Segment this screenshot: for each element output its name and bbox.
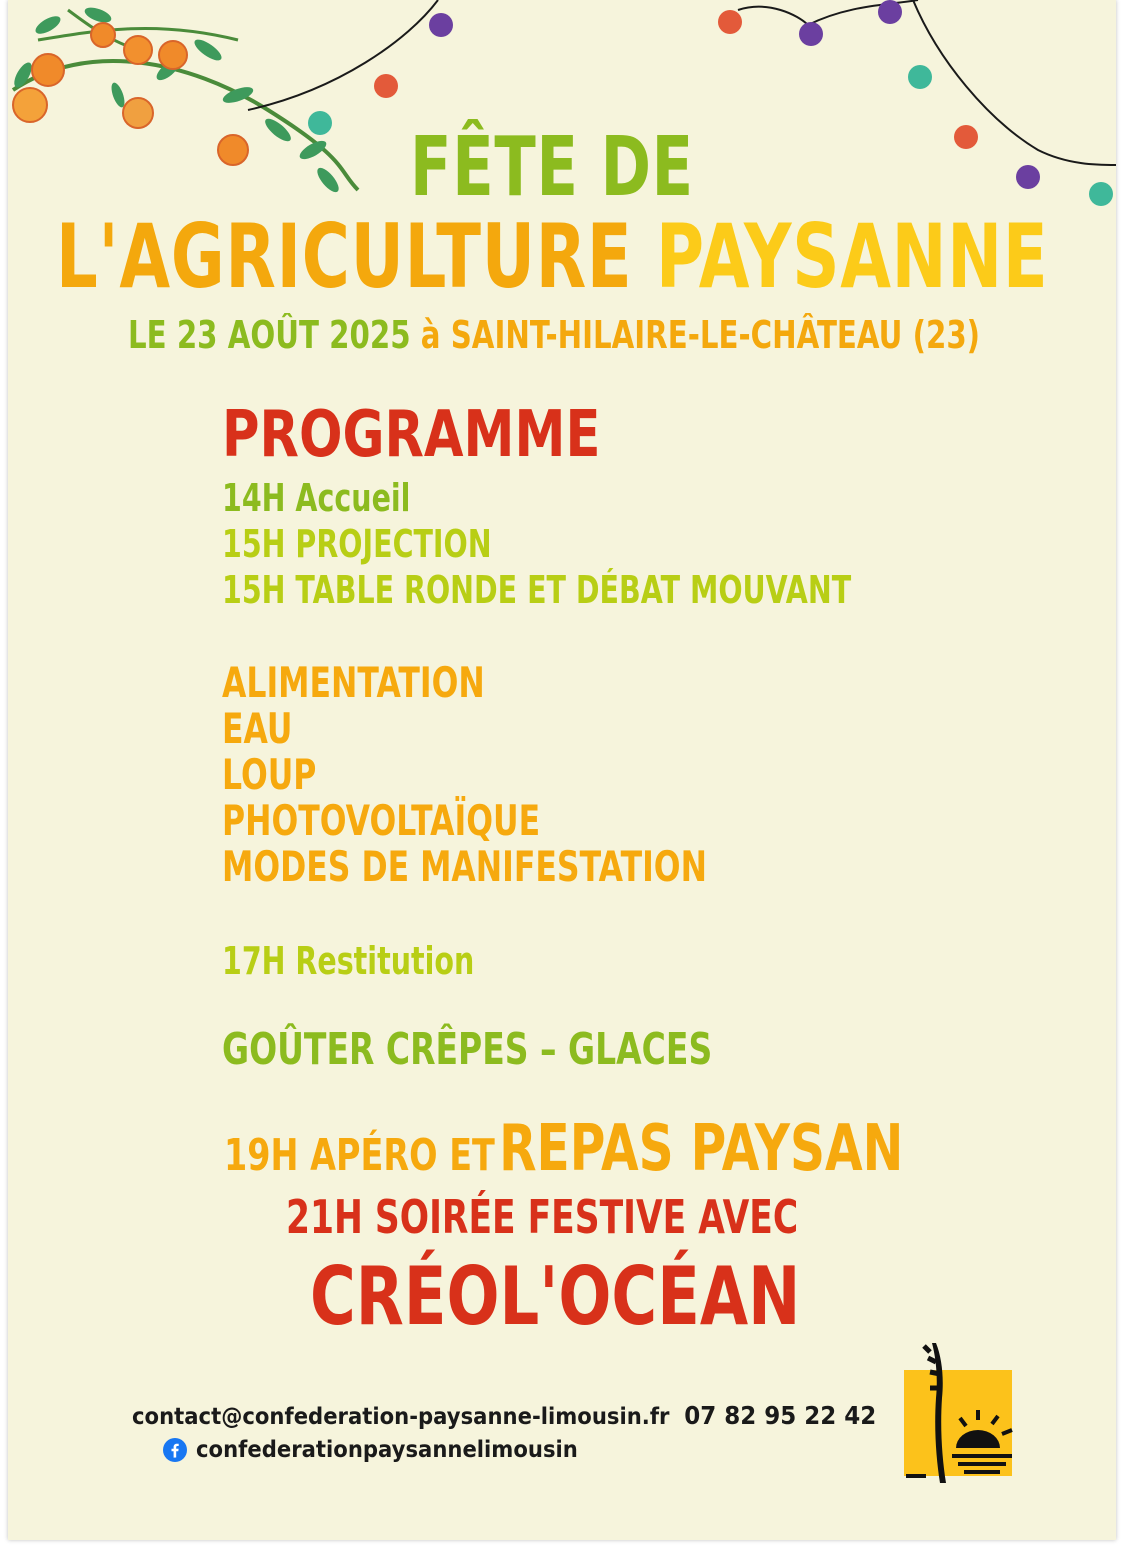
event-date: LE 23 AOÛT 2025 bbox=[128, 313, 411, 357]
date-line bbox=[128, 313, 980, 357]
apero-line bbox=[224, 1112, 903, 1186]
programme-item-restitution: 17H Restitution bbox=[222, 939, 475, 983]
band-name: CRÉOL'OCÉAN bbox=[310, 1250, 801, 1343]
programme-heading: PROGRAMME bbox=[222, 398, 601, 472]
theme-loup: LOUP bbox=[222, 750, 317, 799]
contact-email[interactable]: contact@confederation-paysanne-limousin.fr bbox=[132, 1404, 670, 1430]
contact-line bbox=[132, 1401, 876, 1430]
contact-phone[interactable]: 07 82 95 22 42 bbox=[684, 1401, 877, 1430]
title-line-1: FÊTE DE bbox=[410, 120, 694, 215]
date-connector: à bbox=[420, 313, 441, 357]
title-paysanne: PAYSANNE bbox=[656, 205, 1049, 308]
confederation-paysanne-logo bbox=[896, 1338, 1026, 1488]
theme-alimentation: ALIMENTATION bbox=[222, 658, 485, 707]
title-agriculture: L'AGRICULTURE bbox=[56, 205, 633, 308]
apero-text: 19H APÉRO ET bbox=[224, 1130, 495, 1181]
theme-photovoltaique: PHOTOVOLTAÏQUE bbox=[222, 796, 541, 845]
facebook-handle[interactable]: confederationpaysannelimousin bbox=[196, 1437, 578, 1463]
theme-eau: EAU bbox=[222, 704, 293, 753]
poster bbox=[8, 0, 1116, 1540]
programme-item-accueil: 14H Accueil bbox=[222, 476, 411, 520]
repas-paysan-text: REPAS PAYSAN bbox=[499, 1112, 904, 1186]
facebook-icon bbox=[163, 1438, 187, 1462]
programme-item-table-ronde: 15H TABLE RONDE ET DÉBAT MOUVANT bbox=[222, 568, 852, 612]
orange-branch-decoration bbox=[11, 5, 358, 196]
event-place: SAINT-HILAIRE-LE-CHÂTEAU (23) bbox=[450, 313, 981, 357]
title-line-2 bbox=[56, 205, 1048, 308]
programme-item-projection: 15H PROJECTION bbox=[222, 522, 492, 566]
theme-modes-de-manifestation: MODES DE MANIFESTATION bbox=[222, 842, 707, 891]
gouter-line: GOÛTER CRÊPES – GLACES bbox=[222, 1024, 713, 1075]
soiree-line: 21H SOIRÉE FESTIVE AVEC bbox=[286, 1190, 799, 1244]
